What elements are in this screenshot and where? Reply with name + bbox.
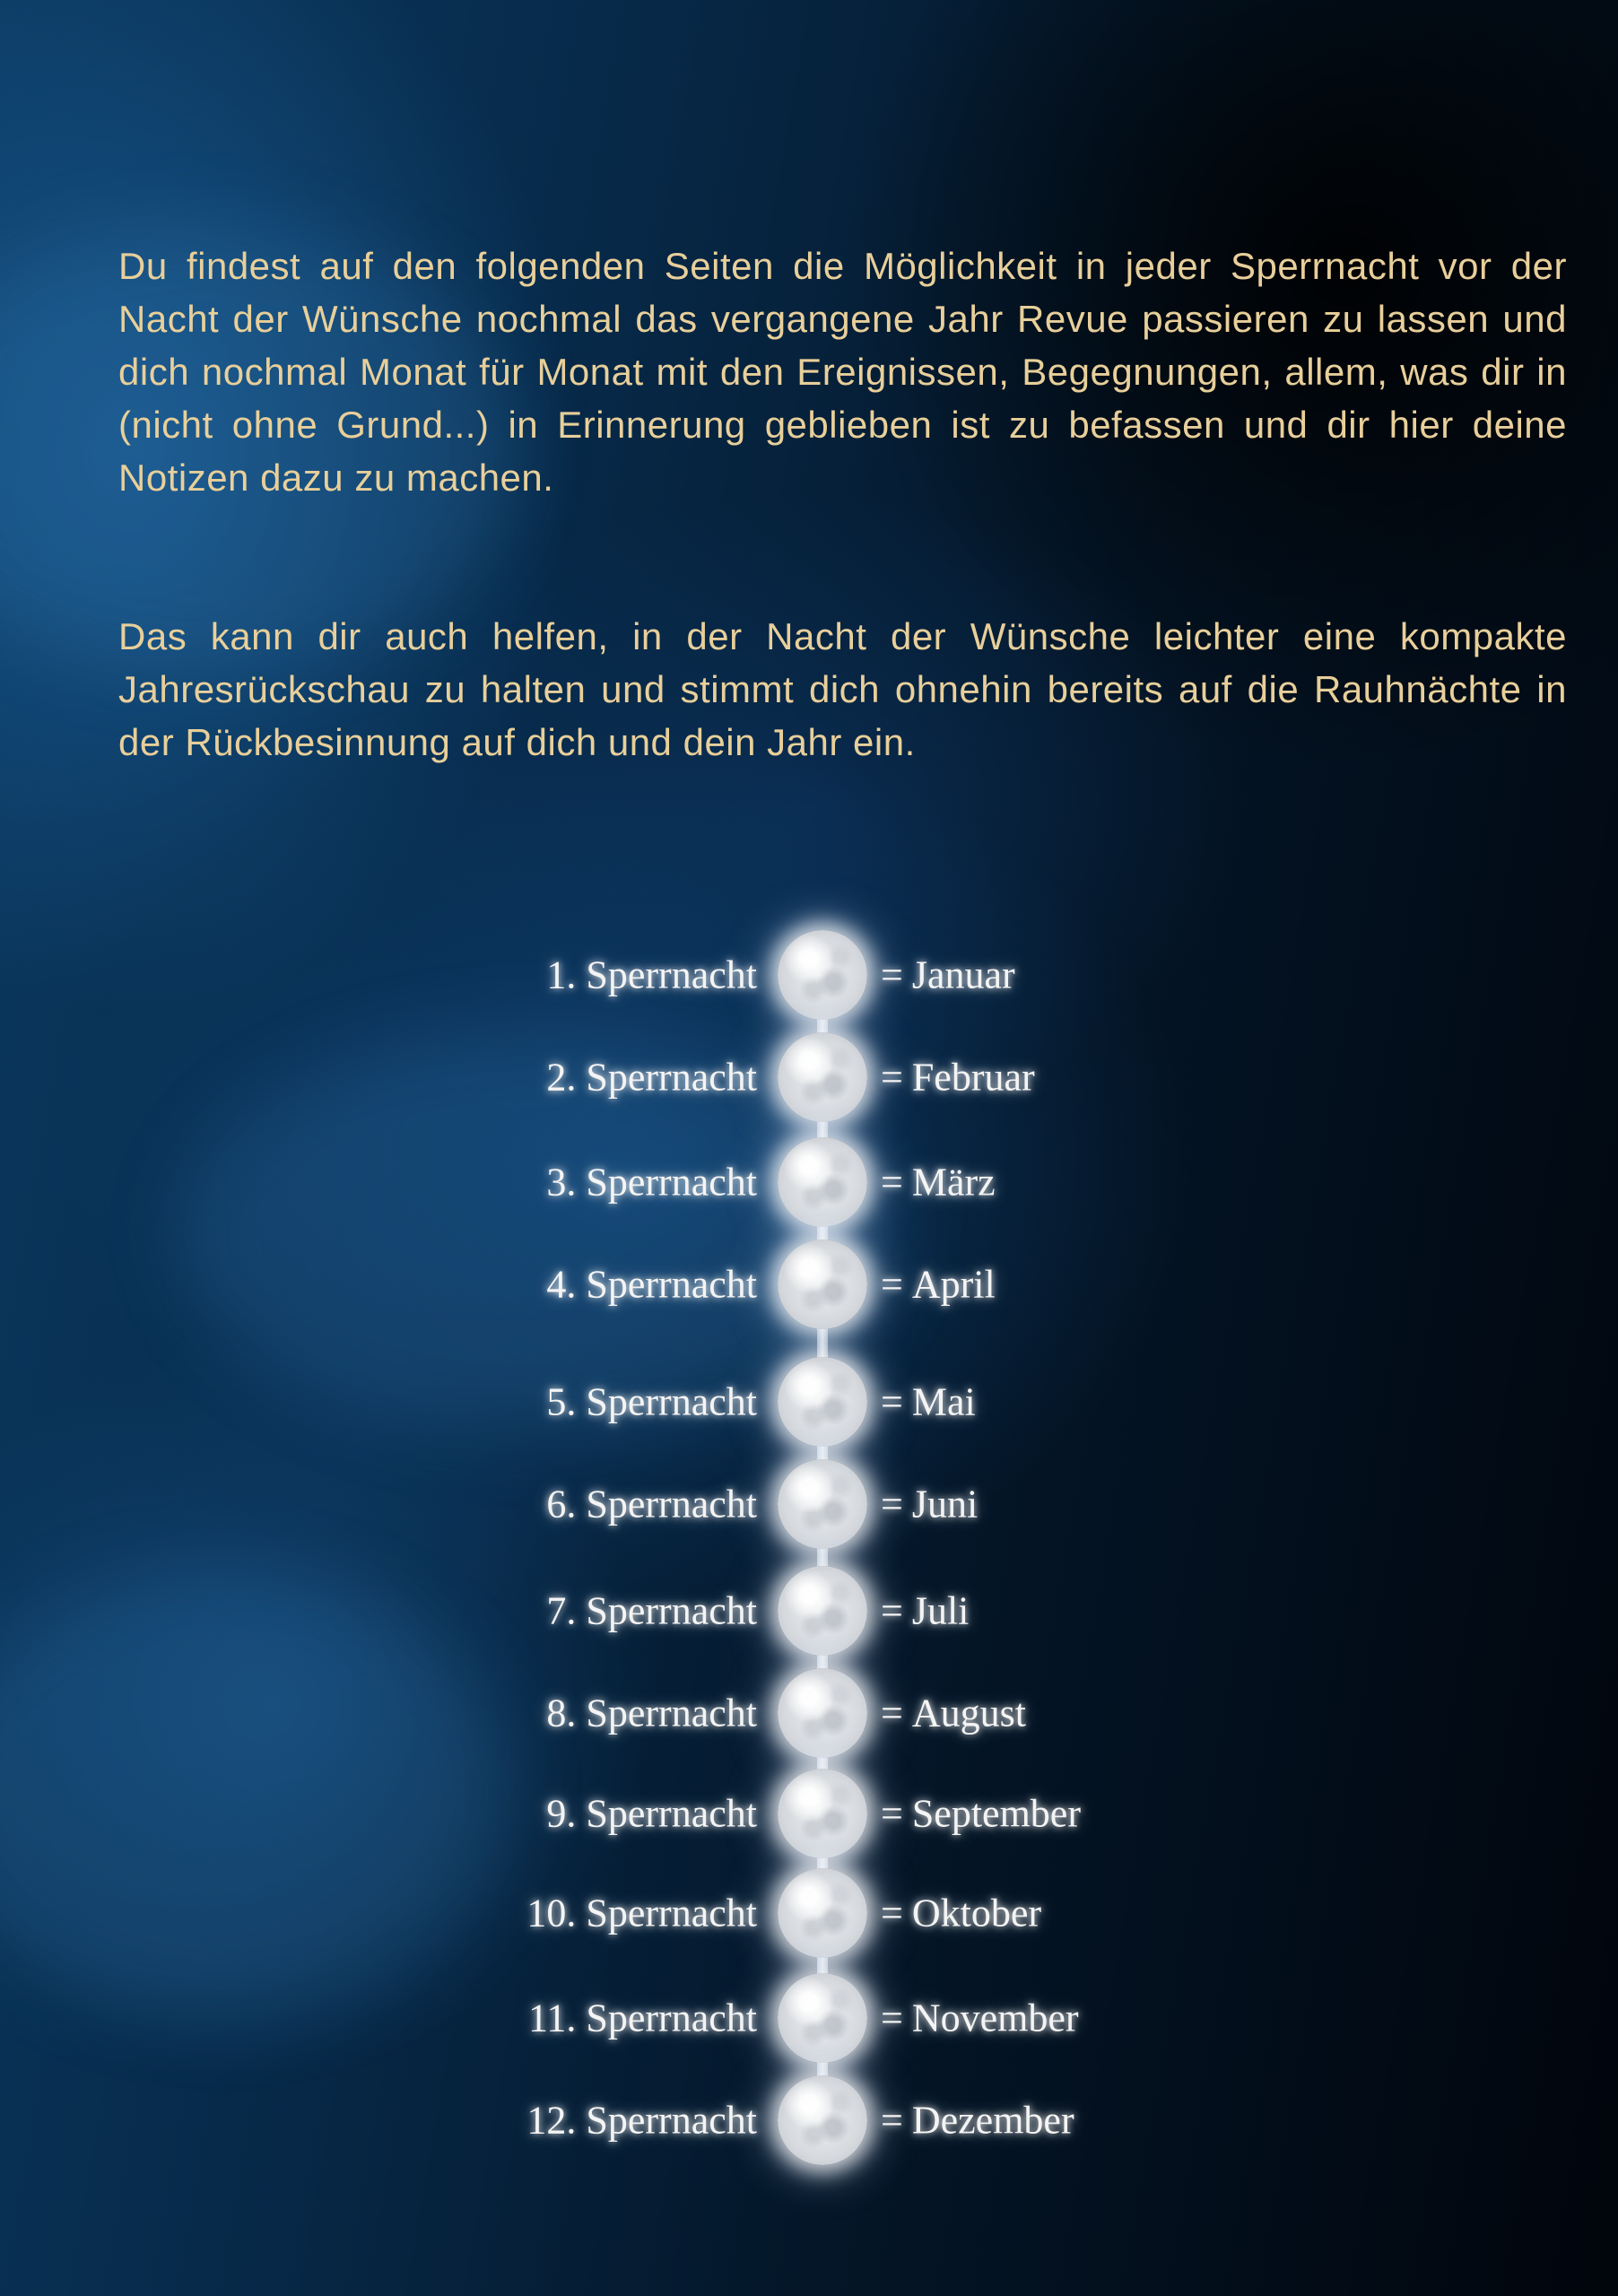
full-moon-icon <box>778 1868 867 1958</box>
equals-sign: = <box>881 1996 903 2040</box>
sperrnacht-label: 7. Sperrnacht <box>546 1588 757 1633</box>
month-name: Oktober <box>911 1891 1042 1935</box>
equals-sign: = <box>881 1691 903 1735</box>
sperrnacht-label: 2. Sperrnacht <box>546 1055 757 1100</box>
sperrnacht-row <box>0 1032 1618 1122</box>
month-name: Juni <box>911 1482 979 1526</box>
equals-sign: = <box>881 2098 903 2143</box>
month-name: September <box>911 1791 1081 1836</box>
month-label <box>881 1482 978 1527</box>
month-name: Dezember <box>911 2098 1074 2143</box>
sperrnacht-row <box>0 1137 1618 1227</box>
full-moon-icon <box>778 1137 867 1227</box>
sperrnacht-label: 12. Sperrnacht <box>526 2098 757 2143</box>
equals-sign: = <box>881 1379 903 1424</box>
month-name: November <box>911 1996 1079 2040</box>
month-label <box>881 952 1015 998</box>
equals-sign: = <box>881 1055 903 1100</box>
month-label <box>881 1996 1079 2041</box>
month-label <box>881 1379 976 1425</box>
full-moon-icon <box>778 1668 867 1758</box>
sperrnacht-row <box>0 1459 1618 1549</box>
sperrnacht-label: 4. Sperrnacht <box>546 1262 757 1307</box>
sperrnacht-label: 5. Sperrnacht <box>546 1379 757 1424</box>
equals-sign: = <box>881 1791 903 1836</box>
intro-paragraph: Du findest auf den folgenden Seiten die Möglichkeit in jeder Sperrnacht vor der Nacht der Wünsche nochmal das vergangene Jahr Revue passieren zu lassen und dich nochmal Monat für Monat mit den Ereignissen, Begegnungen, allem, was dir in (nicht ohne Grund...) in Erinnerung geblieben ist zu befassen und dir hier deine Notizen dazu zu machen. <box>118 245 1567 499</box>
sperrnacht-label: 10. Sperrnacht <box>526 1891 757 1935</box>
full-moon-icon <box>778 1769 867 1858</box>
sperrnacht-label: 11. Sperrnacht <box>528 1996 757 2040</box>
full-moon-icon <box>778 1973 867 2063</box>
month-name: Februar <box>911 1055 1035 1100</box>
full-moon-icon <box>778 1032 867 1122</box>
sperrnacht-row <box>0 1566 1618 1656</box>
month-label <box>881 1160 996 1205</box>
full-moon-icon <box>778 1566 867 1656</box>
month-label <box>881 1588 969 1634</box>
equals-sign: = <box>881 1482 903 1526</box>
equals-sign: = <box>881 1160 903 1205</box>
full-moon-icon <box>778 930 867 1020</box>
month-label <box>881 1262 996 1308</box>
sperrnacht-row <box>0 1668 1618 1758</box>
sperrnacht-label: 3. Sperrnacht <box>546 1160 757 1205</box>
equals-sign: = <box>881 1891 903 1935</box>
sperrnacht-row <box>0 1357 1618 1447</box>
equals-sign: = <box>881 1262 903 1307</box>
month-name: März <box>911 1160 996 1205</box>
full-moon-icon <box>778 2075 867 2165</box>
month-label <box>881 2098 1074 2144</box>
month-label <box>881 1055 1035 1100</box>
month-name: Mai <box>911 1379 976 1424</box>
equals-sign: = <box>881 1588 903 1633</box>
sperrnacht-row <box>0 1769 1618 1858</box>
equals-sign: = <box>881 952 903 997</box>
sperrnacht-label: 6. Sperrnacht <box>546 1482 757 1526</box>
month-name: Juli <box>911 1588 970 1633</box>
sperrnacht-row <box>0 1973 1618 2063</box>
month-name: August <box>911 1691 1026 1735</box>
summary-paragraph: Das kann dir auch helfen, in der Nacht der Wünsche leichter eine kompakte Jahresrückschau zu halten und stimmt dich ohnehin bereits auf die Rauhnächte in der Rückbesinnung auf dich und dein Jahr ein. <box>118 615 1567 763</box>
month-label <box>881 1891 1041 1936</box>
sperrnacht-row <box>0 1239 1618 1329</box>
month-name: Januar <box>911 952 1015 997</box>
sperrnacht-label: 1. Sperrnacht <box>546 952 757 997</box>
full-moon-icon <box>778 1459 867 1549</box>
month-label <box>881 1691 1026 1736</box>
month-name: April <box>911 1262 996 1307</box>
sperrnacht-label: 9. Sperrnacht <box>546 1791 757 1836</box>
full-moon-icon <box>778 1239 867 1329</box>
sperrnacht-row <box>0 2075 1618 2165</box>
sperrnacht-row <box>0 930 1618 1020</box>
sperrnacht-label: 8. Sperrnacht <box>546 1691 757 1735</box>
month-label <box>881 1791 1081 1837</box>
sperrnacht-row <box>0 1868 1618 1958</box>
full-moon-icon <box>778 1357 867 1447</box>
